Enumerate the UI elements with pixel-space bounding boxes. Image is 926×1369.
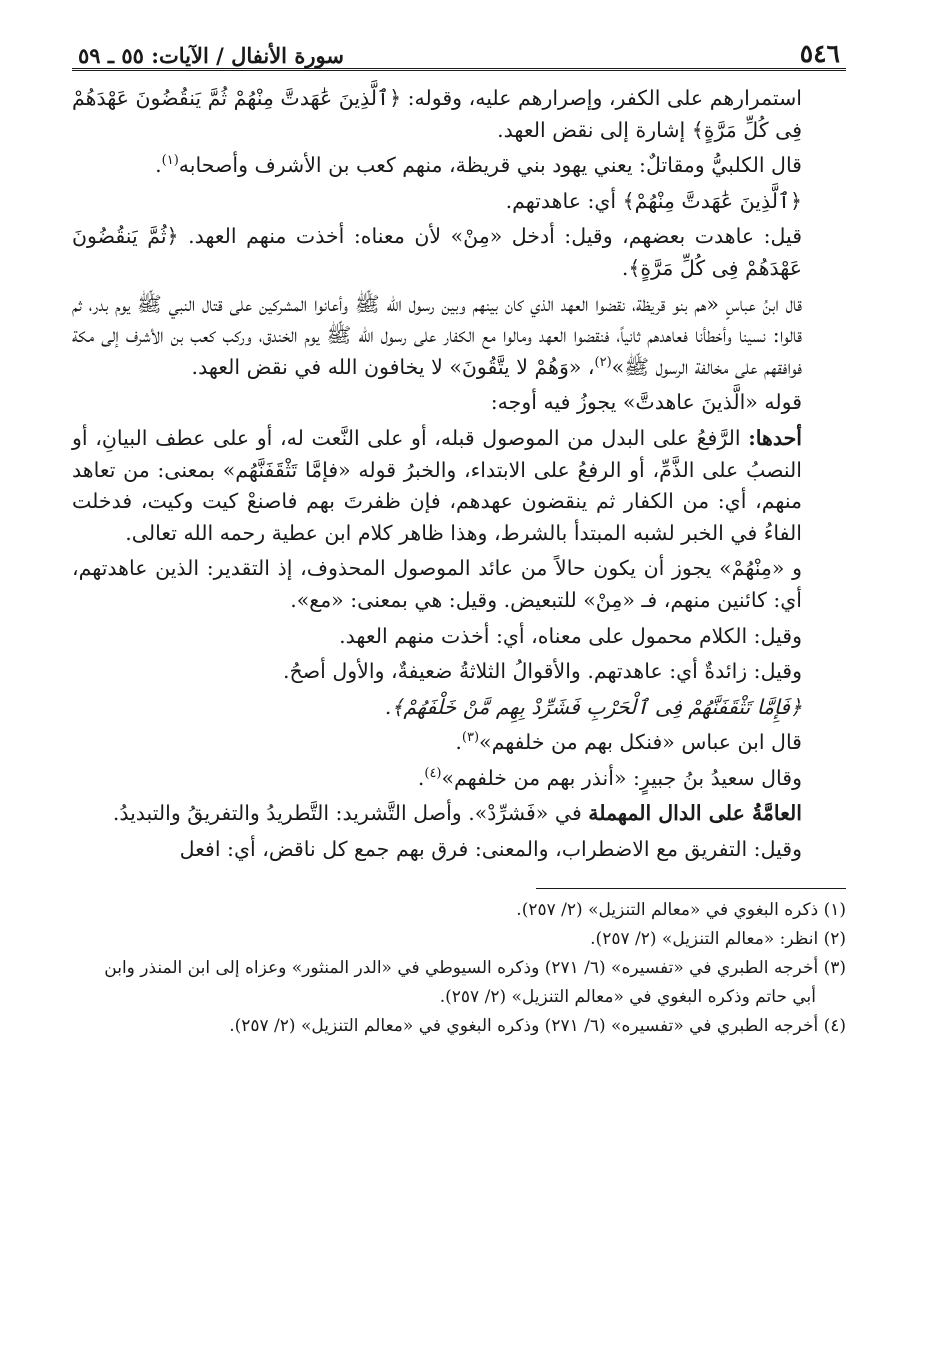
paragraph: وقيل: زائدةٌ أي: عاهدتهم. والأقوالُ الثلاثةُ ضعيفةٌ، والأول أصحُ.	[283, 659, 802, 684]
paragraph: وقال سعيدُ بنُ جبيرٍ: «أنذر بهم من خلفهم»$^{(٤)}$.	[417, 765, 802, 790]
footnote-ref: (٤)	[424, 766, 442, 782]
paragraph: قال ابن عباس «فنكل بهم من خلفهم»$^{(٣)}$.	[455, 730, 802, 755]
paragraph: قوله «الَّذينَ عاهدتَّ» يجوزُ فيه أوجه:	[490, 390, 802, 415]
footnote-ref: (٣)	[461, 730, 480, 746]
paragraph: استمرارهم على الكفر، وإصرارهم عليه، وقوله: ﴿ٱلَّذِينَ عَٰهَدتَّ مِنْهُمْ ثُمَّ يَنقُضُونَ عَهْدَهُمْ فِى كُلِّ مَرَّةٍ﴾ إشارة إلى نقض العهد.	[72, 86, 802, 142]
footnote-divider	[536, 888, 846, 889]
paragraph: ﴿ٱلَّذِينَ عَٰهَدتَّ مِنْهُمْ﴾ أي: عاهدتهم.	[505, 188, 802, 213]
bold-lead: أحدها:	[748, 425, 802, 450]
footnote: (٢) انظر: «معالم التنزيل» (٢/ ٢٥٧).	[590, 928, 846, 949]
running-title: سورة الأنفال / الآيات: ٥٥ ـ ٥٩	[78, 43, 344, 68]
footnote: (٤) أخرجه الطبري في «تفسيره» (٦/ ٢٧١) وذكره البغوي في «معالم التنزيل» (٢/ ٢٥٧).	[229, 1015, 846, 1036]
footnote: (٣) أخرجه الطبري في «تفسيره» (٦/ ٢٧١) وذكره السيوطي في «الدر المنثور» وعزاه إلى ابن المنذر وابن	[104, 957, 846, 978]
quran-verse: ﴿فَإِمَّا تَثْقَفَنَّهُمْ فِى ٱلْحَرْبِ فَشَرِّدْ بِهِم مَّنْ خَلْفَهُمْ﴾.	[384, 694, 802, 719]
paragraph: وقيل: التفريق مع الاضطراب، والمعنى: فرق بهم جمع كل ناقض، أي: افعل	[179, 837, 802, 862]
footnotes	[72, 897, 846, 1040]
footnote-ref: (١)	[161, 153, 179, 169]
page-header	[72, 28, 846, 71]
paragraph: أحدها: الرَّفعُ على البدل من الموصول قبله، أو على النَّعت له، أو على عطف البيانِ، أو النصبُ على الذَّمِّ، أو الرفعُ على الابتداء، والخبرُ قوله «فإمَّا تَثْقَفَنَّهُم» بمعنى: من تعاهد منهم، أي: من الكفار ثم ينقضون عهدهم، فإن ظفرتَ بهم فاصنعْ كيت وكيت، فدخلت الفاءُ في الخبر لشبه المبتدأ بالشرط، وهذا ظاهر كلام ابن عطية رحمه الله تعالى.	[72, 425, 802, 545]
paragraph: قال ابنُ عباسٍ «هم بنو قريظة، نقضوا العهد الذي كان بينهم وبين رسول الله ﷺ وأعانوا المشركين على قتال النبي ﷺ يوم بدر، ثم قالوا: نسينا وأخطأنا فعاهدهم ثانياً، فنقضوا العهد ومالوا مع الكفار على رسول الله ﷺ يوم الخندق، وركب كعب بن الأشرف إلى مكة فوافقهم على مخالفة الرسول ﷺ»$^{(٢)}$، «وَهُمْ لا يتَّقُونَ» لا يخافون الله في نقض العهد.	[72, 291, 803, 379]
footnote-ref: (٢)	[594, 354, 612, 370]
main-text	[72, 83, 846, 866]
paragraph: قال الكلبيُّ ومقاتلٌ: يعني يهود بني قريظة، منهم كعب بن الأشرف وأصحابه$^{(١)}$.	[155, 153, 802, 178]
page-number: ٥٤٦	[799, 39, 840, 68]
bold-lead: العامَّةُ على الدال المهملة	[588, 801, 802, 826]
paragraph	[72, 692, 846, 724]
paragraph: قيل: عاهدت بعضهم، وقيل: أدخل «مِنْ» لأن معناه: أخذت منهم العهد. ﴿ثُمَّ يَنقُضُونَ عَهْدَهُمْ فِى كُلِّ مَرَّةٍ﴾.	[72, 224, 802, 280]
paragraph: و «مِنْهُمْ» يجوز أن يكون حالاً من عائد الموصول المحذوف، إذ التقدير: الذين عاهدتهم، أي: كائنين منهم، فـ «مِنْ» للتبعيض. وقيل: هي بمعنى: «مع».	[72, 556, 802, 612]
paragraph: العامَّةُ على الدال المهملة في «فَشرِّدْ». وأصل التَّشريد: التَّطريدُ والتفريقُ والتبديدُ.	[112, 801, 802, 826]
footnote: (١) ذكره البغوي في «معالم التنزيل» (٢/ ٢٥٧).	[516, 899, 846, 920]
footnote-continuation: أبي حاتم وذكره البغوي في «معالم التنزيل» (٢/ ٢٥٧).	[439, 986, 816, 1007]
paragraph: وقيل: الكلام محمول على معناه، أي: أخذت منهم العهد.	[339, 623, 802, 648]
